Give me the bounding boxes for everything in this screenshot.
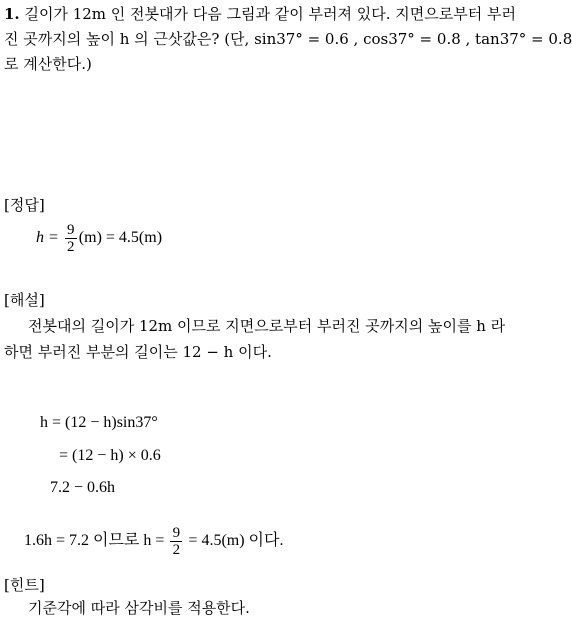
answer-lhs: h = <box>36 229 59 246</box>
answer-rhs: (m) = 4.5(m) <box>78 229 163 246</box>
hint-text: 기준각에 따라 삼각비를 적용한다. <box>28 599 250 617</box>
conclusion-rhs: = 4.5(m) 이다. <box>188 532 284 549</box>
explanation-equation-2: = (12 − h) × 0.6 <box>59 447 161 464</box>
explanation-line-2: 하면 부러진 부분의 길이는 12 − h 이다. <box>4 343 272 361</box>
explanation-label: [해설] <box>4 291 45 309</box>
explanation-equation-1: h = (12 − h)sin37° <box>40 414 158 431</box>
answer-equation <box>36 221 162 255</box>
answer-fraction-denominator: 2 <box>67 238 75 255</box>
conclusion-fraction-denominator: 2 <box>172 541 181 558</box>
problem-line-1 <box>4 4 516 24</box>
explanation-equation-3: 7.2 − 0.6h <box>50 479 116 496</box>
conclusion-fraction-numerator: 9 <box>172 524 181 541</box>
answer-fraction <box>65 222 77 255</box>
conclusion-fraction <box>170 525 182 558</box>
problem-number: 1. <box>4 5 20 23</box>
answer-label: [정답] <box>4 196 45 214</box>
answer-fraction-numerator: 9 <box>67 221 75 238</box>
explanation-line-1: 전봇대의 길이가 12m 이므로 지면으로부터 부러진 곳까지의 높이를 h 라 <box>28 317 506 335</box>
hint-label: [힌트] <box>4 576 45 594</box>
problem-line-3: 로 계산한다.) <box>4 55 92 73</box>
conclusion-lhs: 1.6h = 7.2 이므로 h = <box>24 532 165 549</box>
explanation-conclusion <box>24 524 283 558</box>
problem-line-2: 진 곳까지의 높이 h 의 근삿값은? (단, sin37° = 0.6 , cos37° = 0.8 , tan37° = 0.8 <box>4 30 572 48</box>
problem-text-1: 길이가 12m 인 전봇대가 다음 그림과 같이 부러져 있다. 지면으로부터 부러 <box>24 5 516 23</box>
